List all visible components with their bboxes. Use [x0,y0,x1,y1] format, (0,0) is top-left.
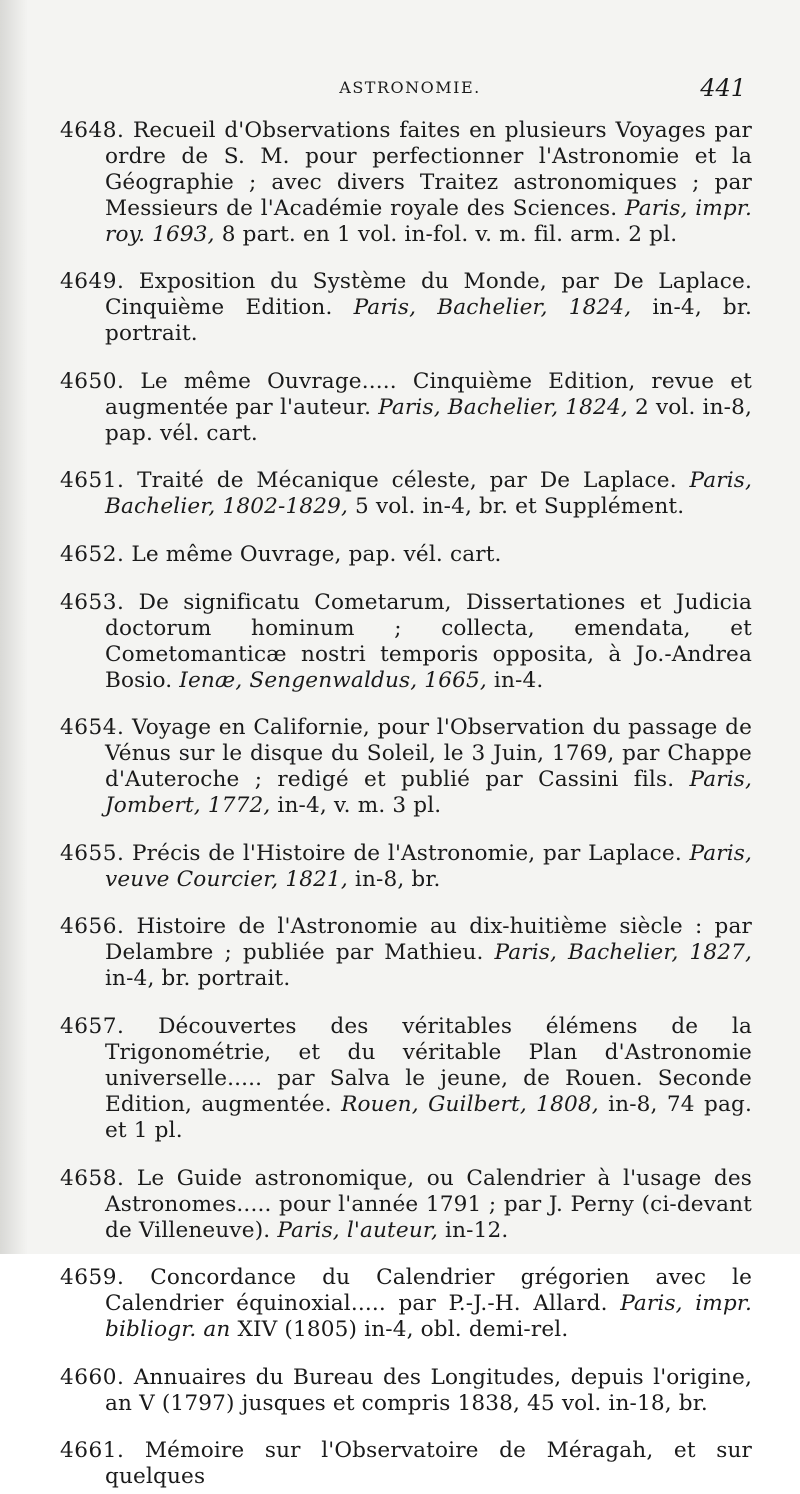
entry-details: in-4, v. m. 3 pl. [277,793,442,819]
entry-number: 4652. [60,541,125,567]
entry-imprint: Paris, Bachelier, 1824, [353,295,632,321]
catalog-entry [60,1014,752,1144]
entry-number: 4655. [60,840,125,866]
entry-details: in-4, br. portrait. [105,966,291,992]
catalog-entry [60,468,752,520]
entry-number: 4657. [60,1013,125,1039]
catalog-entry [60,841,752,893]
entry-imprint: Paris, Bachelier, 1802-1829, [105,468,753,520]
entry-details: XIV (1805) in-4, obl. demi-rel. [237,1317,569,1343]
entry-body: Le Guide astronomique, ou Calendrier à l'usage des Astronomes..... pour l'année 1791 ; par J. Perny (ci-devant de Villeneuve). [105,1165,753,1243]
entry-body: Histoire de l'Astronomie au dix-huitième siècle : par Delambre ; publiée par Mathieu. [105,914,753,966]
catalog-entry [60,1438,752,1490]
entry-number: 4649. [60,269,125,295]
catalog-entry [60,542,752,568]
entry-body: Exposition du Système du Monde, par De Laplace. Cinquième Edition. [105,269,752,321]
catalog-entries [60,96,752,1494]
entry-number: 4656. [60,914,125,940]
entry-body: Traité de Mécanique céleste, par De Laplace. [137,468,677,494]
running-title: ASTRONOMIE. [339,78,481,97]
entry-imprint: Paris, l'auteur, [277,1217,438,1243]
entry-imprint: Rouen, Guilbert, 1808, [341,1091,599,1117]
entry-body: Voyage en Californie, pour l'Observation du passage de Vénus sur le disque du Soleil, le 3 Juin, 1769, par Chappe d'Auteroche ; redigé et publié par Cassini fils. [105,715,752,793]
entry-details: 2 vol. in-8, pap. vél. cart. [105,394,753,446]
page-number: 441 [700,74,746,102]
entry-imprint: Paris, Jombert, 1772, [105,767,753,819]
entry-body: Le même Ouvrage..... Cinquième Edition, revue et augmentée par l'auteur. [105,368,752,420]
entry-body: Mémoire sur l'Observatoire de Méragah, et sur quelques [105,1438,752,1490]
entry-body: Découvertes des véritables élémens de la Trigonométrie, et du véritable Plan d'Astronomie universelle..... par Salva le jeune, de Rouen. Seconde Edition, augmentée. [105,1013,752,1117]
entry-imprint: Paris, veuve Courcier, 1821, [105,840,753,892]
entry-imprint: Paris, Bachelier, 1827, [494,940,753,966]
catalog-entry [60,1365,752,1417]
catalog-entry [60,590,752,694]
entry-details: in-8, 74 pag. et 1 pl. [105,1091,753,1143]
entry-number: 4659. [60,1265,125,1291]
entry-imprint: Paris, Bachelier, 1824, [378,394,628,420]
catalog-entry [60,1265,752,1343]
entry-imprint: Paris, impr. bibliogr. an [105,1291,752,1343]
catalog-entry [60,715,752,819]
entry-imprint: Ienæ, Sengenwaldus, 1665, [179,667,487,693]
entry-number: 4658. [60,1165,125,1191]
entry-number: 4651. [60,468,125,494]
catalog-entry [60,118,752,248]
entry-number: 4660. [60,1364,125,1390]
entry-number: 4654. [60,715,125,741]
entry-body: Précis de l'Histoire de l'Astronomie, par Laplace. [132,840,682,866]
entry-body: Recueil d'Observations faites en plusieurs Voyages par ordre de S. M. pour perfectionner l'Astronomie et la Géographie ; avec divers Traitez astronomiques ; par Messieurs de l'Académie royale des Sciences. [105,117,752,221]
entry-body: Annuaires du Bureau des Longitudes, depuis l'origine, an V (1797) jusques et compris 1838, 45 vol. in-18, br. [105,1364,752,1416]
entry-body: Le même Ouvrage, pap. vél. cart. [131,541,502,567]
entry-details: in-8, br. [354,866,441,892]
catalog-entry [60,914,752,992]
entry-number: 4650. [60,368,125,394]
entry-imprint: Paris, impr. roy. 1693, [105,195,753,247]
entry-number: 4661. [60,1438,125,1464]
catalog-entry [60,1166,752,1244]
entry-number: 4648. [60,117,125,143]
entry-number: 4653. [60,589,125,615]
catalog-entry [60,269,752,347]
entry-details: in-4. [493,667,544,693]
entry-body: De significatu Cometarum, Dissertationes et Judicia doctorum hominum ; collecta, emendata, et Cometomanticæ nostri temporis opposita, à Jo.-Andrea Bosio. [105,589,752,693]
entry-details: in-4, br. portrait. [105,295,753,347]
entry-details: 8 part. en 1 vol. in-fol. v. m. fil. arm. 2 pl. [221,221,678,247]
entry-details: 5 vol. in-4, br. et Supplément. [355,494,685,520]
entry-details: in-12. [445,1217,509,1243]
entry-body: Concordance du Calendrier grégorien avec le Calendrier équinoxial..... par P.-J.-H. Allard. [105,1265,753,1317]
catalog-entry [60,369,752,447]
